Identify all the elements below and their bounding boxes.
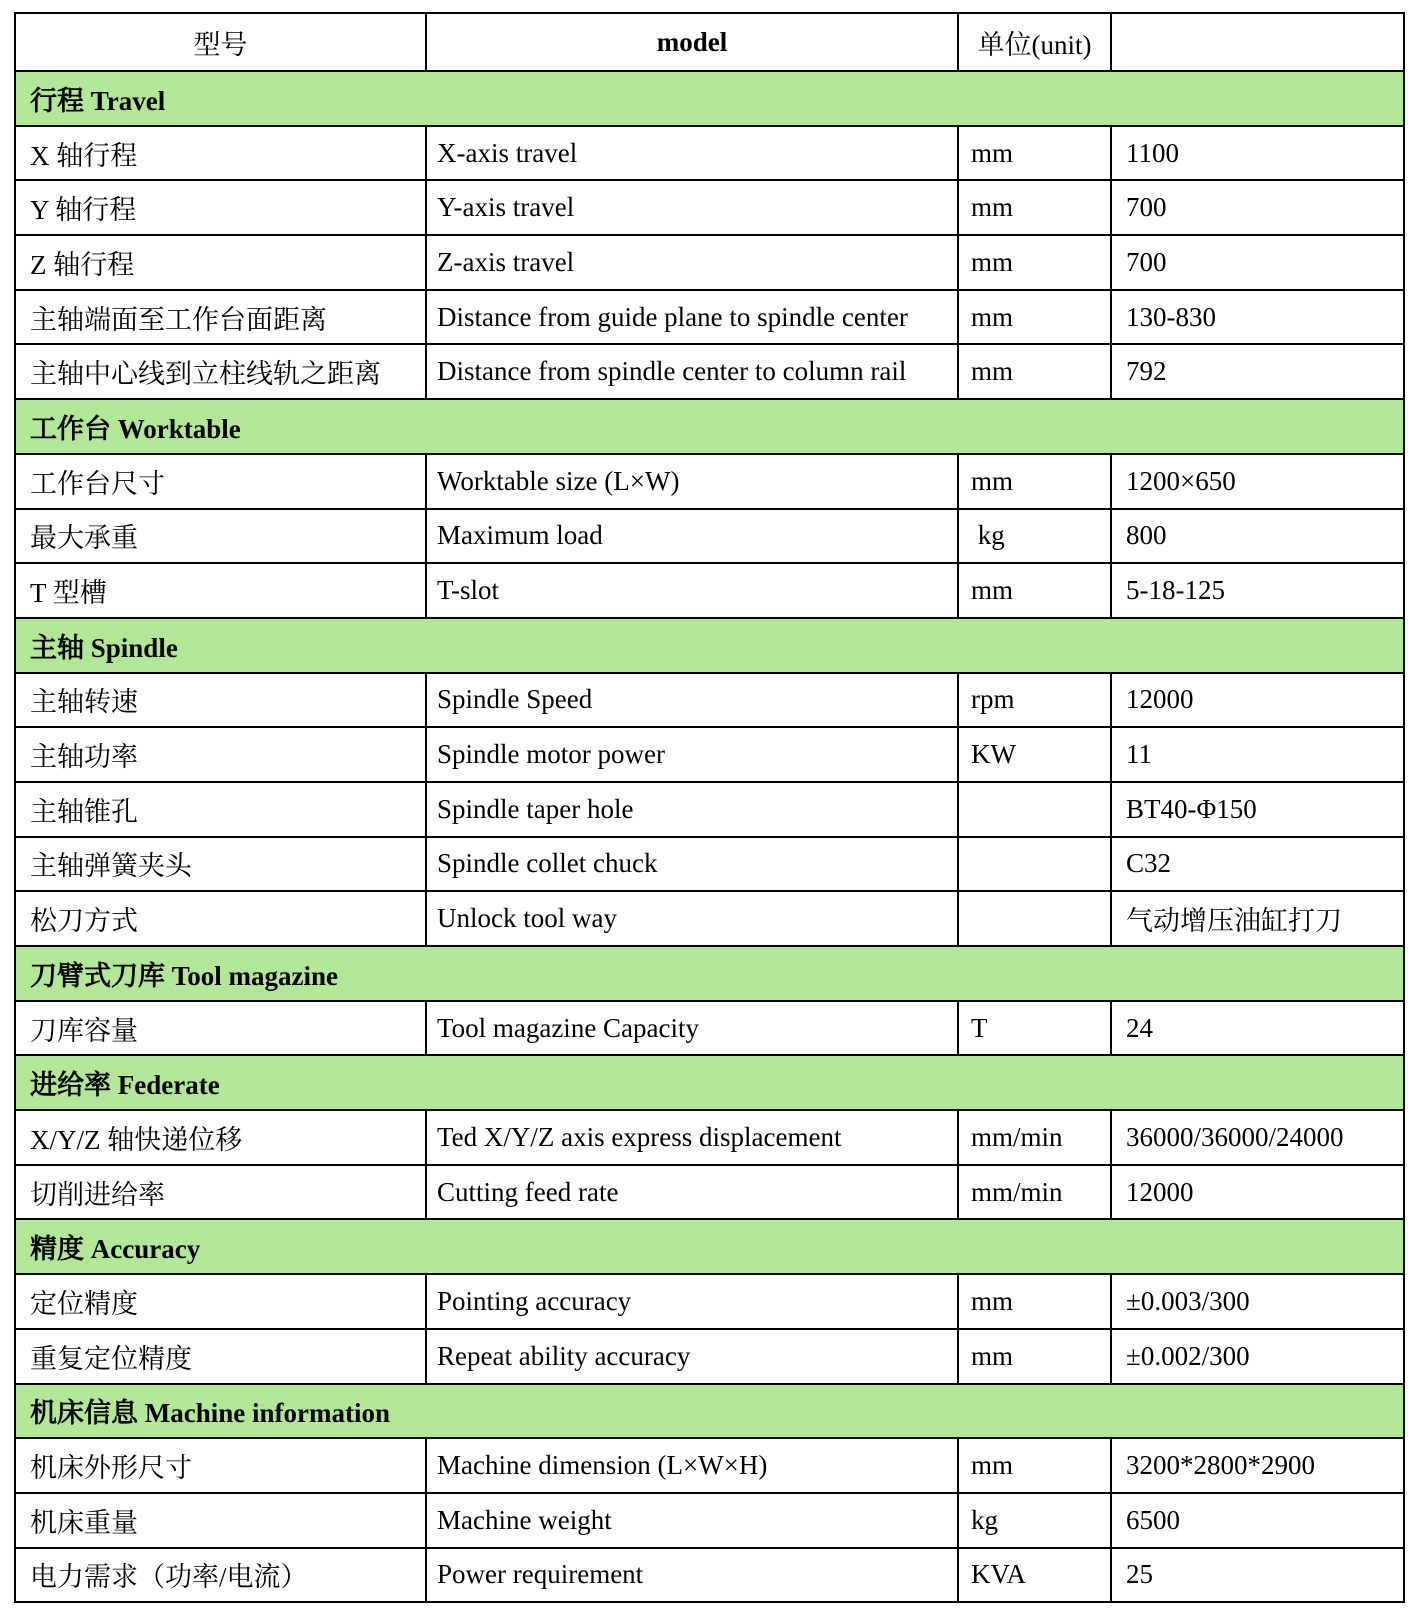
spec-unit-cell: KVA <box>958 1548 1111 1603</box>
spec-value-cell: BT40-Φ150 <box>1111 782 1404 837</box>
spec-name-en-cell: Unlock tool way <box>426 891 958 946</box>
header-value <box>1111 13 1404 71</box>
spec-row <box>15 1110 1404 1165</box>
section-row <box>15 946 1404 1001</box>
spec-name-en-cell: X-axis travel <box>426 126 958 181</box>
spec-name-en-cell: Spindle taper hole <box>426 782 958 837</box>
spec-name-en-cell: Z-axis travel <box>426 235 958 290</box>
spec-name-cn-cell: 主轴弹簧夹头 <box>15 837 426 892</box>
spec-name-cn-cell: 主轴转速 <box>15 673 426 728</box>
spec-unit-cell: mm <box>958 563 1111 618</box>
spec-unit-cell <box>958 837 1111 892</box>
spec-unit-cell: T <box>958 1001 1111 1056</box>
spec-name-cn-cell: X/Y/Z 轴快递位移 <box>15 1110 426 1165</box>
spec-name-en-cell: Pointing accuracy <box>426 1274 958 1329</box>
spec-name-cn-cell: 主轴端面至工作台面距离 <box>15 290 426 345</box>
spec-value-cell: 气动增压油缸打刀 <box>1111 891 1404 946</box>
spec-name-cn-cell: X 轴行程 <box>15 126 426 181</box>
spec-name-cn-cell: 松刀方式 <box>15 891 426 946</box>
spec-name-en-cell: Spindle collet chuck <box>426 837 958 892</box>
spec-name-en-cell: Distance from guide plane to spindle center <box>426 290 958 345</box>
spec-unit-cell: mm <box>958 1438 1111 1493</box>
spec-unit-cell <box>958 891 1111 946</box>
spec-name-en-cell: Power requirement <box>426 1548 958 1603</box>
header-unit: 单位(unit) <box>958 13 1111 71</box>
spec-value-cell: ±0.003/300 <box>1111 1274 1404 1329</box>
spec-row <box>15 891 1404 946</box>
section-row <box>15 1384 1404 1439</box>
spec-row <box>15 563 1404 618</box>
spec-row <box>15 454 1404 509</box>
spec-name-en-cell: Spindle Speed <box>426 673 958 728</box>
spec-unit-cell: mm/min <box>958 1110 1111 1165</box>
section-title: 工作台 Worktable <box>15 399 1404 454</box>
spec-name-cn-cell: 工作台尺寸 <box>15 454 426 509</box>
spec-row <box>15 1165 1404 1220</box>
spec-unit-cell: kg <box>958 509 1111 564</box>
spec-name-cn-cell: Z 轴行程 <box>15 235 426 290</box>
spec-name-en-cell: T-slot <box>426 563 958 618</box>
spec-name-en-cell: Spindle motor power <box>426 727 958 782</box>
spec-name-cn-cell: Y 轴行程 <box>15 180 426 235</box>
section-title: 机床信息 Machine information <box>15 1384 1404 1439</box>
spec-name-cn-cell: 主轴功率 <box>15 727 426 782</box>
spec-row <box>15 1438 1404 1493</box>
spec-table-body <box>15 71 1404 1602</box>
spec-unit-cell: mm <box>958 1329 1111 1384</box>
section-row <box>15 1055 1404 1110</box>
spec-name-en-cell: Machine weight <box>426 1493 958 1548</box>
spec-name-cn-cell: 刀库容量 <box>15 1001 426 1056</box>
spec-row <box>15 673 1404 728</box>
spec-unit-cell: mm <box>958 454 1111 509</box>
spec-row <box>15 727 1404 782</box>
spec-name-cn-cell: 电力需求（功率/电流） <box>15 1548 426 1603</box>
spec-table-header <box>15 13 1404 71</box>
spec-unit-cell: mm <box>958 344 1111 399</box>
spec-name-en-cell: Repeat ability accuracy <box>426 1329 958 1384</box>
spec-row <box>15 180 1404 235</box>
spec-value-cell: 36000/36000/24000 <box>1111 1110 1404 1165</box>
spec-value-cell: ±0.002/300 <box>1111 1329 1404 1384</box>
spec-unit-cell: mm <box>958 1274 1111 1329</box>
spec-value-cell: 3200*2800*2900 <box>1111 1438 1404 1493</box>
spec-name-cn-cell: 机床外形尺寸 <box>15 1438 426 1493</box>
spec-name-cn-cell: 最大承重 <box>15 509 426 564</box>
spec-row <box>15 1274 1404 1329</box>
spec-unit-cell: KW <box>958 727 1111 782</box>
section-title: 进给率 Federate <box>15 1055 1404 1110</box>
spec-unit-cell: rpm <box>958 673 1111 728</box>
spec-name-en-cell: Ted X/Y/Z axis express displacement <box>426 1110 958 1165</box>
spec-name-cn-cell: 主轴锥孔 <box>15 782 426 837</box>
spec-value-cell: 130-830 <box>1111 290 1404 345</box>
spec-value-cell: 1200×650 <box>1111 454 1404 509</box>
spec-value-cell: 5-18-125 <box>1111 563 1404 618</box>
spec-name-en-cell: Machine dimension (L×W×H) <box>426 1438 958 1493</box>
section-title: 刀臂式刀库 Tool magazine <box>15 946 1404 1001</box>
spec-value-cell: 700 <box>1111 235 1404 290</box>
spec-name-en-cell: Maximum load <box>426 509 958 564</box>
spec-row <box>15 1001 1404 1056</box>
spec-name-cn-cell: 机床重量 <box>15 1493 426 1548</box>
section-row <box>15 71 1404 126</box>
spec-name-cn-cell: 主轴中心线到立柱线轨之距离 <box>15 344 426 399</box>
header-name-en: model <box>426 13 958 71</box>
spec-unit-cell: mm <box>958 180 1111 235</box>
section-title: 精度 Accuracy <box>15 1219 1404 1274</box>
spec-value-cell: 12000 <box>1111 673 1404 728</box>
spec-value-cell: 12000 <box>1111 1165 1404 1220</box>
section-title: 行程 Travel <box>15 71 1404 126</box>
spec-value-cell: 24 <box>1111 1001 1404 1056</box>
spec-row <box>15 509 1404 564</box>
spec-value-cell: 1100 <box>1111 126 1404 181</box>
spec-unit-cell <box>958 782 1111 837</box>
machine-spec-table <box>14 12 1405 1603</box>
header-name-cn: 型号 <box>15 13 426 71</box>
spec-name-cn-cell: 切削进给率 <box>15 1165 426 1220</box>
spec-unit-cell: mm <box>958 290 1111 345</box>
spec-unit-cell: mm <box>958 235 1111 290</box>
spec-row <box>15 235 1404 290</box>
spec-row <box>15 344 1404 399</box>
spec-value-cell: 6500 <box>1111 1493 1404 1548</box>
spec-value-cell: 11 <box>1111 727 1404 782</box>
spec-value-cell: C32 <box>1111 837 1404 892</box>
section-row <box>15 618 1404 673</box>
spec-row <box>15 1329 1404 1384</box>
spec-name-en-cell: Distance from spindle center to column rail <box>426 344 958 399</box>
spec-name-cn-cell: 重复定位精度 <box>15 1329 426 1384</box>
section-title: 主轴 Spindle <box>15 618 1404 673</box>
spec-name-en-cell: Worktable size (L×W) <box>426 454 958 509</box>
spec-value-cell: 700 <box>1111 180 1404 235</box>
spec-value-cell: 25 <box>1111 1548 1404 1603</box>
spec-value-cell: 800 <box>1111 509 1404 564</box>
spec-unit-cell: kg <box>958 1493 1111 1548</box>
spec-name-en-cell: Tool magazine Capacity <box>426 1001 958 1056</box>
spec-unit-cell: mm/min <box>958 1165 1111 1220</box>
spec-name-en-cell: Y-axis travel <box>426 180 958 235</box>
spec-row <box>15 1493 1404 1548</box>
spec-value-cell: 792 <box>1111 344 1404 399</box>
spec-name-en-cell: Cutting feed rate <box>426 1165 958 1220</box>
spec-unit-cell: mm <box>958 126 1111 181</box>
spec-row <box>15 290 1404 345</box>
section-row <box>15 1219 1404 1274</box>
spec-row <box>15 837 1404 892</box>
header-row <box>15 13 1404 71</box>
spec-row <box>15 1548 1404 1603</box>
spec-row <box>15 126 1404 181</box>
section-row <box>15 399 1404 454</box>
spec-name-cn-cell: 定位精度 <box>15 1274 426 1329</box>
spec-row <box>15 782 1404 837</box>
spec-name-cn-cell: T 型槽 <box>15 563 426 618</box>
